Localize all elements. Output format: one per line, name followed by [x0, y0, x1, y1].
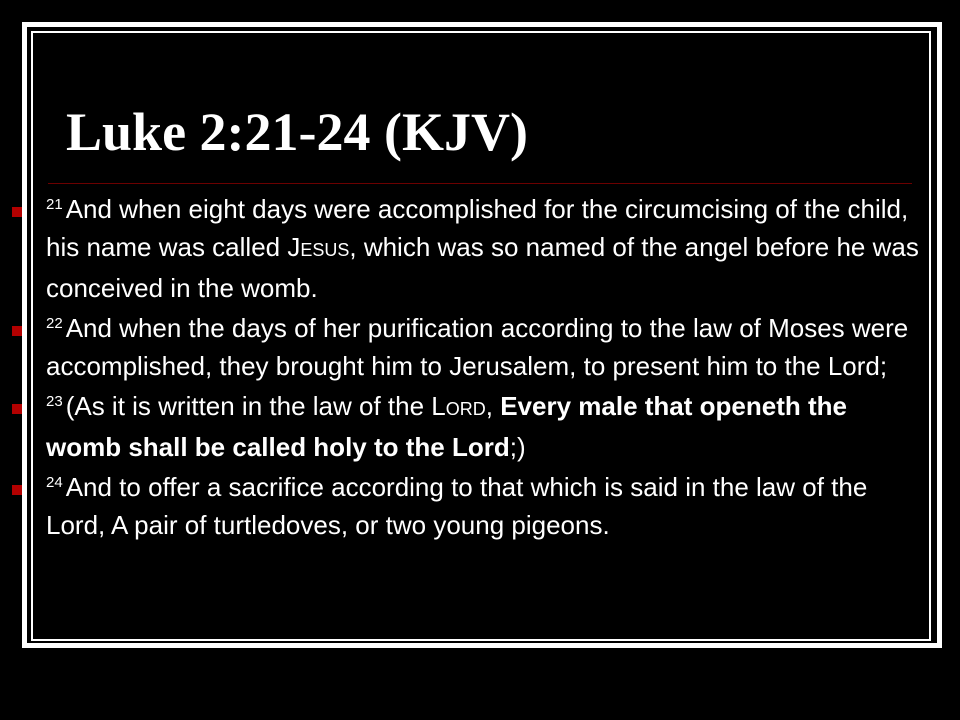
verse-number: 22 [46, 315, 63, 332]
lord-initial: L [431, 391, 446, 421]
verse-24 [10, 468, 922, 544]
verse-text: And to offer a sacrifice according to that which is said in the law of the Lord, A pair of turtledoves, or two young pigeons. [46, 472, 868, 540]
verse-text: , which was so named of the angel before he was conceived in the womb. [46, 232, 919, 303]
divine-name-initial: J [287, 232, 301, 262]
bullet-square-icon [12, 207, 22, 217]
bullet-square-icon [12, 404, 22, 414]
verse-text: ;) [509, 432, 526, 462]
verse-21 [10, 190, 922, 307]
verse-number: 23 [46, 393, 63, 410]
slide-title: Luke 2:21-24 (KJV) [66, 102, 528, 162]
verse-number: 24 [46, 474, 63, 491]
verse-text: , [485, 391, 501, 421]
lord-smallcaps: ORD [445, 399, 486, 419]
divine-name-smallcaps: ESUS [300, 240, 350, 260]
title-divider [48, 183, 912, 184]
verse-text: And when the days of her purification according to the law of Moses were accomplished, they brought him to Jerusalem, to present him to the Lord; [46, 313, 909, 381]
verse-text: And when eight days were accomplished for the circumcising of the child, his name was called [46, 194, 909, 262]
bullet-square-icon [12, 485, 22, 495]
verse-text: (As it is written in the law of the [65, 391, 432, 421]
verse-bold-quote: Every male that openeth the womb shall be called holy to the Lord [46, 391, 847, 462]
verse-23 [10, 387, 922, 466]
verse-number: 21 [46, 196, 63, 213]
verse-22 [10, 309, 922, 385]
verse-list [10, 190, 922, 546]
bullet-square-icon [12, 326, 22, 336]
